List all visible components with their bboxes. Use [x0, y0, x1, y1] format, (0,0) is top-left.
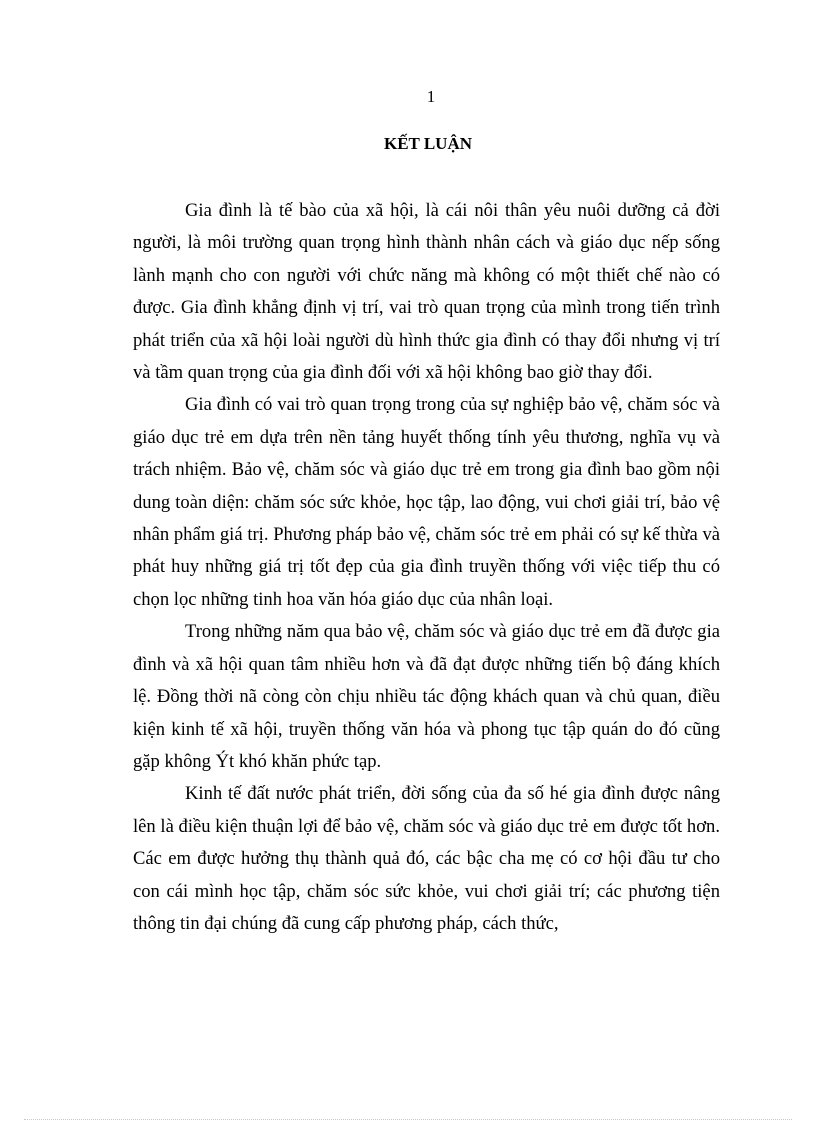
- paragraph: Gia đình là tế bào của xã hội, là cái nôi thân yêu nuôi dưỡng cả đời người, là môi trường quan trọng hình thành nhân cách và giáo dục nếp sống lành mạnh cho con người với chức năng mà không có một thiết chế nào có được. Gia đình khẳng định vị trí, vai trò quan trọng của mình trong tiến trình phát triển của xã hội loài người dù hình thức gia đình có thay đổi nhưng vị trí và tầm quan trọng của gia đình đối với xã hội không bao giờ thay đổi.: [133, 200, 720, 384]
- paragraph: Kinh tế đất nước phát triển, đời sống của đa số hé gia đình được nâng lên là điều kiện thuận lợi để bảo vệ, chăm sóc và giáo dục trẻ em được tốt hơn. Các em được hưởng thụ thành quả đó, các bậc cha mẹ có cơ hội đầu tư cho con cái mình học tập, chăm sóc sức khỏe, vui chơi giải trí; các phương tiện thông tin đại chúng đã cung cấp phương pháp, cách thức,: [133, 783, 720, 934]
- page-bottom-divider: [24, 1119, 792, 1120]
- section-heading: KẾT LUẬN: [383, 134, 472, 153]
- paragraph: Gia đình có vai trò quan trọng trong của sự nghiệp bảo vệ, chăm sóc và giáo dục trẻ em dựa trên nền tảng huyết thống tính yêu thương, nghĩa vụ và trách nhiệm. Bảo vệ, chăm sóc và giáo dục trẻ em trong gia đình bao gồm nội dung toàn diện: chăm sóc sức khỏe, học tập, lao động, vui chơi giải trí, bảo vệ nhân phẩm giá trị. Phương pháp bảo vệ, chăm sóc trẻ em phải có sự kế thừa và phát huy những giá trị tốt đẹp của gia đình truyền thống với việc tiếp thu có chọn lọc những tinh hoa văn hóa giáo dục của nhân loại.: [133, 394, 720, 610]
- page-number: 1: [426, 87, 436, 106]
- body-text: [133, 195, 720, 940]
- paragraph: Trong những năm qua bảo vệ, chăm sóc và giáo dục trẻ em đã được gia đình và xã hội quan tâm nhiều hơn và đã đạt được những tiến bộ đáng khích lệ. Đồng thời nã còng còn chịu nhiều tác động khách quan và chủ quan, điều kiện kinh tế xã hội, truyền thống văn hóa và phong tục tập quán do đó cũng gặp không Ýt khó khăn phức tạp.: [133, 621, 720, 772]
